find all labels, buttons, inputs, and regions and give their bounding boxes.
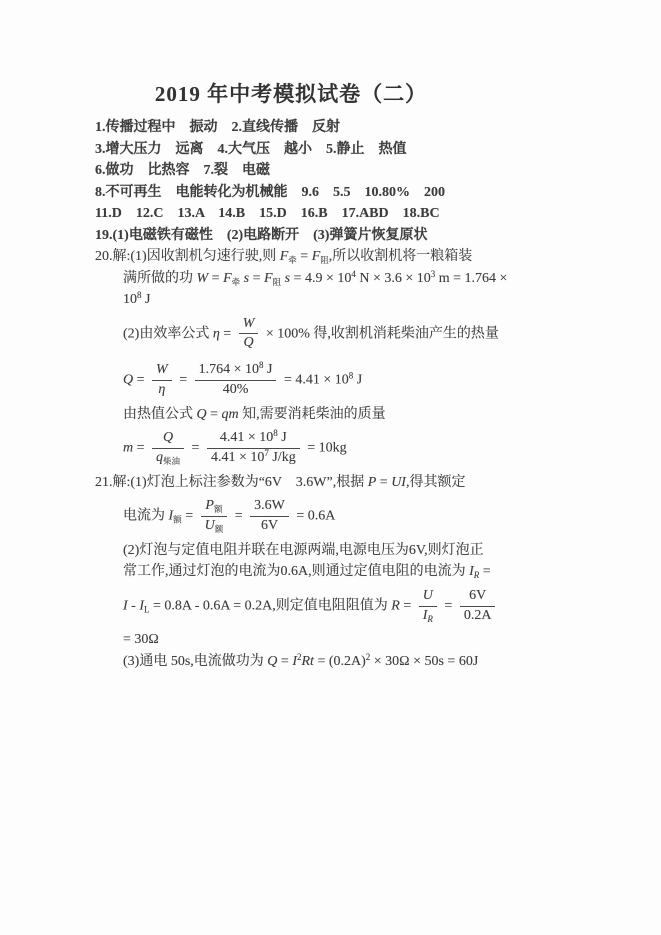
text-run: 0.2A: [463, 607, 492, 623]
subscript: 牵: [288, 255, 297, 265]
fraction: [195, 362, 277, 399]
variable: I: [168, 508, 174, 524]
p20-line-7: [123, 425, 573, 472]
text-run: J: [353, 372, 363, 388]
numerator: [201, 498, 228, 517]
text-run: 1.传播过程中 振动 2.直线传播 反射: [95, 120, 340, 135]
text-run: m = 1.764 ×: [435, 270, 508, 286]
text-run: =: [440, 598, 456, 614]
text-run: J: [141, 292, 151, 307]
subscript: 阻: [272, 276, 282, 287]
text-run: J: [263, 362, 273, 378]
superscript: 8: [273, 428, 278, 439]
text-run: -: [127, 598, 140, 614]
text-run: = 0.6A: [292, 508, 336, 524]
text-run: 19.(1)电磁铁有磁性 (2)电路断开 (3)弹簧片恢复原状: [95, 227, 428, 243]
variable: U: [422, 587, 433, 603]
text-run: × 100% 得,收割机消耗柴油产生的热量: [262, 326, 499, 342]
text-run: ,得其额定: [405, 474, 466, 490]
text-run: J/kg: [268, 449, 296, 465]
text-run: 4.41 × 10: [210, 449, 265, 465]
text-run: (2)灯泡与定值电阻并联在电源两端,电源电压为6V,则灯泡正: [123, 542, 484, 558]
text-run: 由热值公式: [123, 406, 197, 422]
p20-line-2: [123, 268, 573, 290]
numerator: [419, 588, 437, 607]
text-run: 常工作,通过灯泡的电流为0.6A,则通过定值电阻的电流为: [123, 564, 470, 580]
answer-line-6-7: [95, 160, 573, 182]
variable: Q: [243, 335, 254, 351]
variable: F: [264, 270, 273, 286]
numerator: [195, 362, 277, 381]
subscript: 额: [214, 524, 224, 535]
text-run: ,所以收割机将一粮箱装: [328, 249, 473, 264]
subscript: R: [427, 613, 433, 624]
subscript: 额: [173, 514, 182, 525]
superscript: 3: [430, 268, 436, 279]
p20-line-1: [95, 246, 573, 268]
variable: I: [469, 564, 474, 580]
text-run: 6.做功 比热容 7.裂 电磁: [95, 163, 270, 178]
text-run: 满所做的功: [123, 270, 197, 286]
variable: η: [158, 381, 166, 397]
variable: F: [279, 249, 289, 264]
text-run: 20.解:(1)因收割机匀速行驶,则: [95, 249, 280, 264]
subscript: L: [144, 604, 150, 615]
text-run: =: [181, 508, 197, 524]
text-run: = 4.41 × 10: [280, 372, 349, 388]
superscript: 7: [264, 447, 269, 458]
text-run: 1.764 × 10: [198, 362, 260, 378]
variable: qm: [221, 406, 239, 422]
answer-line-3-5: [95, 139, 573, 161]
text-run: 6V: [260, 518, 279, 534]
denominator: [152, 449, 184, 467]
text-run: =: [399, 598, 415, 614]
variable: Q: [123, 372, 134, 388]
variable: UI: [391, 474, 406, 490]
text-run: 知,需要消耗柴油的质量: [238, 406, 386, 422]
text-run: =: [133, 440, 149, 456]
text-run: = 10kg: [303, 440, 347, 456]
page-title: 2019 年中考模拟试卷（二）: [154, 82, 428, 106]
denominator: [250, 517, 289, 535]
fraction: [152, 362, 172, 399]
text-run: =: [208, 270, 224, 286]
text-run: =: [231, 508, 247, 524]
text-run: =: [206, 406, 222, 422]
answer-line-8-10: [95, 182, 573, 204]
variable: Q: [267, 653, 278, 669]
superscript: 8: [348, 370, 354, 381]
text-run: =: [249, 270, 265, 286]
denominator: [460, 607, 496, 625]
text-run: N × 3.6 × 10: [355, 270, 431, 286]
text-run: (2)由效率公式: [123, 326, 213, 342]
denominator: [152, 381, 172, 399]
text-run: =: [219, 326, 235, 342]
text-run: 3.增大压力 远离 4.大气压 越小 5.静止 热值: [95, 141, 407, 157]
text-run: 4.41 × 10: [219, 430, 274, 446]
p21-line-4: [123, 561, 573, 583]
text-run: 40%: [222, 381, 249, 397]
subscript: 额: [213, 504, 223, 515]
variable: Q: [162, 430, 174, 446]
text-run: 11.D 12.C 13.A 14.B 15.D 16.B 17.ABD 18.BC: [95, 206, 440, 221]
text-run: (3)通电 50s,电流做功为: [123, 653, 268, 669]
text-run: =: [133, 372, 149, 388]
text-run: 8.不可再生 电能转化为机械能 9.6 5.5 10.80% 200: [95, 184, 445, 200]
variable: q: [156, 449, 164, 465]
fraction: [207, 430, 300, 467]
text-run: =: [479, 564, 491, 580]
text-run: = (0.2A): [313, 653, 366, 669]
variable: I: [139, 598, 145, 614]
denominator: [207, 449, 300, 467]
text-run: =: [188, 440, 203, 456]
variable: W: [242, 315, 255, 331]
text-run: 电流为: [123, 508, 169, 524]
numerator: [250, 498, 289, 517]
answer-line-19: [95, 225, 573, 247]
text-run: J: [277, 430, 287, 446]
text-run: =: [296, 249, 312, 264]
variable: I: [422, 607, 428, 623]
p20-line-4: [123, 311, 573, 358]
superscript: 4: [351, 268, 356, 279]
p21-line-7: [123, 651, 573, 673]
subscript: 阻: [320, 255, 329, 265]
denominator: [419, 607, 437, 625]
denominator: [195, 381, 277, 399]
text-run: 6V: [469, 587, 487, 603]
answer-line-11-18: [95, 203, 573, 225]
fraction: [460, 588, 496, 625]
variable: U: [204, 518, 215, 534]
numerator: [152, 362, 172, 381]
superscript: 2: [365, 651, 371, 662]
p21-line-3: [123, 540, 573, 562]
variable: W: [196, 270, 209, 286]
variable: F: [311, 249, 321, 264]
variable: I: [123, 598, 128, 614]
fraction: [201, 498, 228, 535]
superscript: 8: [259, 360, 264, 371]
fraction: [419, 588, 437, 625]
text-run: = 0.8A - 0.6A = 0.2A,则定值电阻阻值为: [149, 598, 392, 614]
text-run: = 4.9 × 10: [290, 270, 352, 286]
variable: P: [205, 498, 214, 514]
subscript: 柴油: [163, 455, 181, 466]
text-run: × 30Ω × 50s = 60J: [370, 653, 479, 669]
p21-line-1: [95, 472, 573, 494]
variable: P: [367, 474, 377, 490]
answer-line-1-2: [95, 117, 573, 139]
numerator: [152, 430, 184, 449]
text-run: 3.6W: [254, 498, 285, 514]
p20-line-6: [123, 404, 573, 426]
p21-line-2: [123, 493, 573, 540]
variable: Rt: [301, 653, 314, 669]
numerator: [207, 430, 300, 449]
text-run: 10: [123, 292, 137, 307]
p20-line-3: [123, 289, 573, 311]
variable: s: [284, 270, 291, 286]
denominator: [201, 517, 228, 535]
document-lines: [95, 117, 573, 672]
variable: W: [156, 362, 168, 378]
fraction: [239, 316, 259, 353]
text-run: =: [175, 372, 191, 388]
p20-line-5: [123, 357, 573, 404]
numerator: [460, 588, 496, 607]
variable: Q: [196, 406, 207, 422]
p21-line-6: [123, 629, 573, 651]
text-run: = 30Ω: [123, 632, 159, 648]
fraction: [152, 430, 184, 467]
fraction: [250, 498, 289, 535]
text-run: 21.解:(1)灯泡上标注参数为“6V 3.6W”,根据: [95, 474, 368, 490]
text-run: =: [376, 474, 392, 490]
text-run: =: [277, 653, 293, 669]
superscript: 8: [137, 290, 142, 300]
subscript: R: [473, 570, 480, 581]
variable: s: [243, 270, 250, 286]
numerator: [239, 316, 259, 335]
subscript: 牵: [231, 276, 241, 287]
denominator: [239, 334, 259, 352]
p21-line-5: [123, 583, 573, 630]
superscript: 2: [296, 651, 302, 662]
variable: F: [223, 270, 232, 286]
variable: I: [292, 653, 297, 669]
variable: η: [212, 326, 220, 342]
variable: R: [391, 598, 400, 614]
variable: m: [123, 440, 134, 456]
